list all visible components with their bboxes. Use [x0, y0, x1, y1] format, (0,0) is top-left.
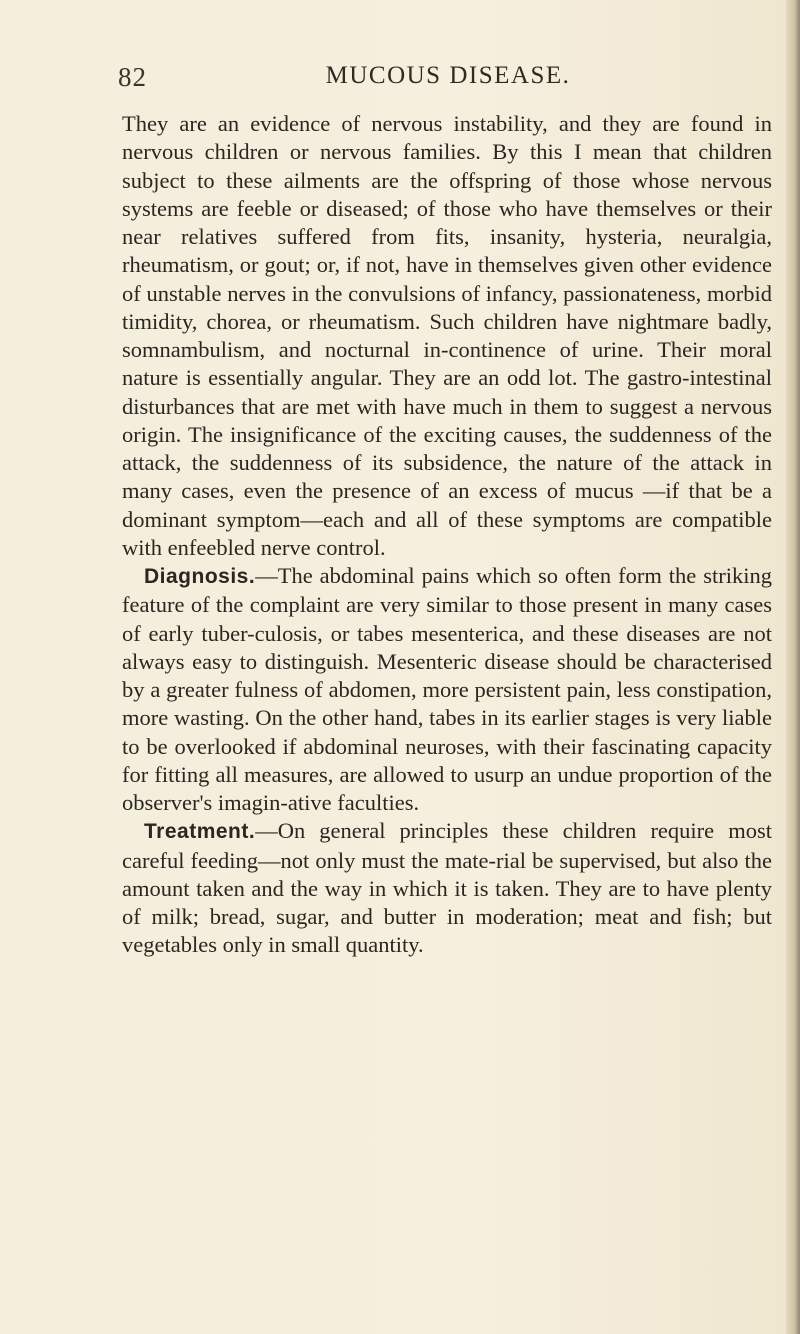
- diagnosis-text: —The abdominal pains which so often form the striking feature of the complaint are very similar to those present in many cases of early tuber-culosis, or tabes mesenterica, and these diseases are not always easy to distinguish. Mesenteric disease should be characterised by a greater fulness of abdomen, more persistent pain, less constipation, more wasting. On the other hand, tabes in its earlier stages is very liable to be overlooked if abdominal neuroses, with their fascinating capacity for fitting all measures, are allowed to usurp an undue proportion of the observer's imagin-ative faculties.: [122, 563, 772, 815]
- body-text: [122, 110, 772, 960]
- paragraph-diagnosis: [122, 562, 772, 817]
- paragraph-nervous-instability: They are an evidence of nervous instability, and they are found in nervous children or nervous families. By this I mean that children subject to these ailments are the offspring of those whose nervous systems are feeble or diseased; of those who have themselves or their near relatives suffered from fits, insanity, hysteria, neuralgia, rheumatism, or gout; or, if not, have in themselves given other evidence of unstable nerves in the convulsions of infancy, passionateness, morbid timidity, chorea, or rheumatism. Such children have nightmare badly, somnambulism, and nocturnal in-continence of urine. Their moral nature is essentially angular. They are an odd lot. The gastro-intestinal disturbances that are met with have much in them to suggest a nervous origin. The insignificance of the exciting causes, the suddenness of the attack, the suddenness of its subsidence, the nature of the attack in many cases, even the presence of an excess of mucus —if that be a dominant symptom—each and all of these symptoms are compatible with enfeebled nerve control.: [122, 111, 772, 560]
- page-header: [118, 62, 778, 94]
- diagnosis-heading: Diagnosis.: [144, 565, 256, 588]
- running-head: MUCOUS DISEASE.: [325, 62, 571, 89]
- page-number: 82: [118, 62, 147, 92]
- paragraph-treatment: [122, 817, 772, 959]
- page-edge-shadow: [786, 0, 800, 1334]
- treatment-text: —On general principles these children require most careful feeding—not only must the mate-rial be supervised, but also the amount taken and the way in which it is taken. They are to have plenty of milk; bread, sugar, and butter in moderation; meat and fish; but vegetables only in small quantity.: [122, 818, 772, 958]
- treatment-heading: Treatment.: [144, 820, 256, 844]
